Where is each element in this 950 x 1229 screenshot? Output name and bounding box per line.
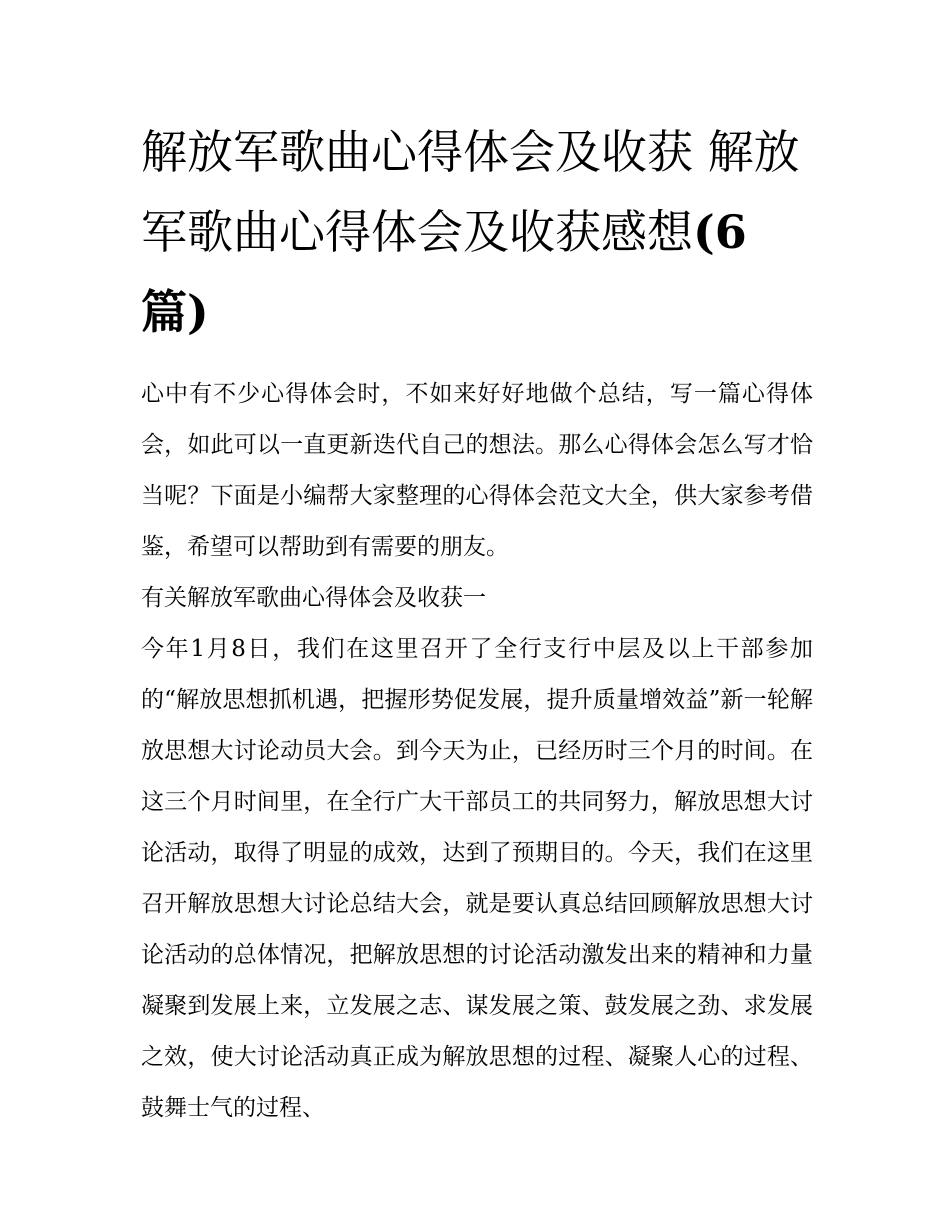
title-main-text: 解放军歌曲心得体会及收获 解放军歌曲心得体会及收获感想 <box>141 125 800 259</box>
intro-paragraph: 心中有不少心得体会时，不如来好好地做个总结，写一篇心得体会，如此可以一直更新迭代自己的想法。那么心得体会怎么写才恰当呢？下面是小编帮大家整理的心得体会范文大全，供大家参考借鉴，希望可以帮助到有需要的朋友。 <box>141 381 813 560</box>
title-count-text: (6篇) <box>141 205 747 339</box>
document-content <box>141 112 813 1134</box>
section-1-heading: 有关解放军歌曲心得体会及收获一 <box>141 585 486 611</box>
document-title <box>141 112 813 352</box>
section-1-paragraph: 今年1月8日，我们在这里召开了全行支行中层及以上干部参加的“解放思想抓机遇，把握形势促发展，提升质量增效益”新一轮解放思想大讨论动员大会。到今天为止，已经历时三个月的时间。在这三个月时间里，在全行广大干部员工的共同努力，解放思想大讨论活动，取得了明显的成效，达到了预期目的。今天，我们在这里召开解放思想大讨论总结大会，就是要认真总结回顾解放思想大讨论活动的总体情况，把解放思想的讨论活动激发出来的精神和力量凝聚到发展上来，立发展之志、谋发展之策、鼓发展之劲、求发展之效，使大讨论活动真正成为解放思想的过程、凝聚人心的过程、鼓舞士气的过程、 <box>141 636 813 1121</box>
